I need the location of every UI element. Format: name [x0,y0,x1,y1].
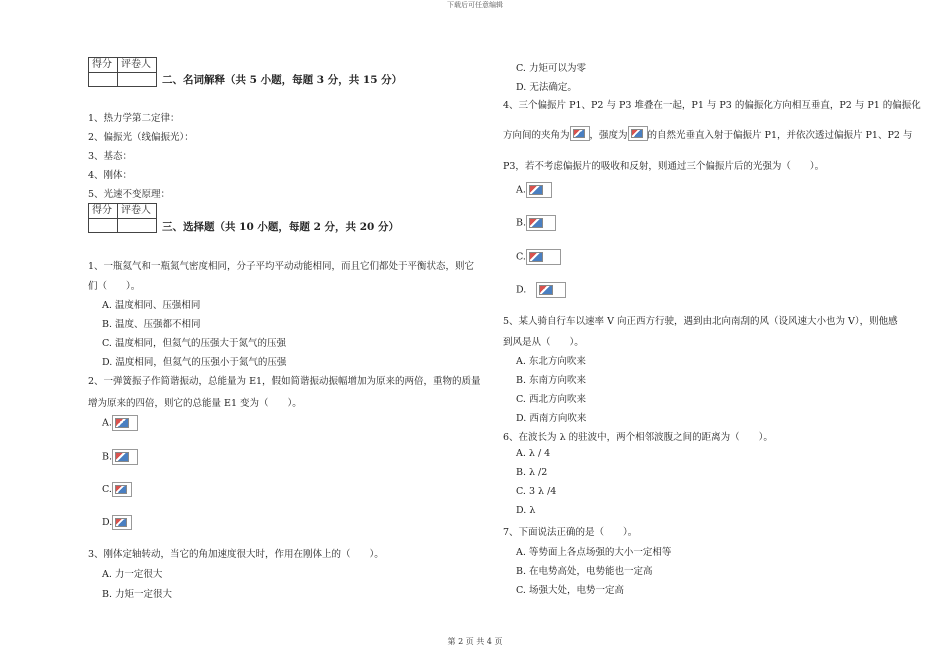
option-a [516,182,552,198]
page-footer: 第 2 页 共 4 页 [447,637,503,646]
question-4-text: P3，若不考虑偏振片的吸收和反射，则通过三个偏振片后的光强为（ ）。 [503,161,825,172]
question-6-text: 6、在波长为 λ 的驻波中，两个相邻波腹之间的距离为（ ）。 [503,432,773,443]
grader-label: 评卷人 [121,59,151,70]
q4-text-part: 方向间的夹角为 [503,130,570,141]
option-b: B. 在电势高处，电势能也一定高 [516,566,653,577]
definition-item: 3、基态： [88,151,133,162]
option-c [102,482,132,497]
option-d [516,282,566,298]
definition-item: 5、光速不变原理： [88,189,171,200]
score-box [88,57,157,73]
question-7-text: 7、下面说法正确的是（ ）。 [503,527,638,538]
question-2-text: 2、一弹簧振子作简谐振动，总能量为 E1，假如简谐振动振幅增加为原来的两倍，重物的质量 [88,376,481,387]
option-c: C. 温度相同，但氦气的压强大于氮气的压强 [102,338,286,349]
option-label: B. [516,217,527,229]
score-box-blank-row [88,218,157,233]
definition-item: 1、热力学第二定律： [88,113,180,124]
broken-image-icon [526,182,552,198]
option-label: A. [102,417,112,429]
question-1-text: 1、一瓶氦气和一瓶氮气密度相同，分子平均平动动能相同，而且它们都处于平衡状态，则它 [88,261,475,272]
score-label: 得分 [89,58,118,72]
option-c: C. 力矩可以为零 [516,63,586,74]
definition-item: 4、刚体： [88,170,133,181]
option-a: A. 力一定很大 [102,569,163,580]
option-a [102,415,138,431]
broken-image-icon [112,415,138,431]
score-label: 得分 [89,204,118,218]
option-d [102,515,132,530]
question-5-text: 5、某人骑自行车以速率 V 向正西方行驶，遇到由北向南刮的风（设风速大小也为 V），则他感 [503,316,898,327]
option-a: A. 温度相同、压强相同 [102,300,201,311]
q4-text-part: 的自然光垂直入射于偏振片 P1，并依次透过偏振片 P1、P2 与 [647,130,913,141]
option-c: C. 西北方向吹来 [516,394,586,405]
option-c [516,249,561,265]
broken-image-icon [628,126,648,141]
question-2-text: 增为原来的四倍，则它的总能量 E1 变为（ ）。 [88,398,302,409]
option-d: D. λ [516,505,536,516]
option-c: C. 3 λ /4 [516,486,557,497]
broken-image-icon [112,515,132,530]
section-title-definitions: 二、名词解释（共 5 小题，每题 3 分，共 15 分） [162,74,403,86]
question-5-text: 到风是从（ ）。 [503,337,584,348]
section-title-choice: 三、选择题（共 10 小题，每题 2 分，共 20 分） [162,221,399,233]
option-d: D. 温度相同，但氦气的压强小于氮气的压强 [102,357,287,368]
option-a: A. 等势面上各点场强的大小一定相等 [516,547,672,558]
option-b [516,215,556,231]
option-b: B. 东南方向吹来 [516,375,587,386]
definition-item: 2、偏振光（线偏振光）： [88,132,194,143]
question-4-text: 4、三个偏振片 P1、P2 与 P3 堆叠在一起，P1 与 P3 的偏振化方向相互垂直，P2 与 P1 的偏振化 [503,100,921,111]
question-3-text: 3、刚体定轴转动，当它的角加速度很大时，作用在刚体上的（ ）。 [88,549,384,560]
option-d: D. 无法确定。 [516,82,577,93]
option-a: A. λ / 4 [516,448,551,459]
page-header: 下载后可任意编辑 [447,1,503,9]
broken-image-icon [112,449,138,465]
broken-image-icon [570,126,590,141]
option-d: D. 西南方向吹来 [516,413,587,424]
option-b: B. 温度、压强都不相同 [102,319,201,330]
option-label: B. [102,451,113,463]
option-label: C. [516,251,526,263]
option-b [102,449,138,465]
question-1-text: 们（ ）。 [88,281,141,292]
broken-image-icon [536,282,566,298]
option-label: A. [516,184,526,196]
broken-image-icon [526,215,556,231]
option-label: D. [102,517,113,528]
broken-image-icon [112,482,132,497]
score-box [88,203,157,219]
option-b: B. λ /2 [516,467,548,478]
option-b: B. 力矩一定很大 [102,589,173,600]
option-label: C. [102,484,112,495]
question-4-text [503,126,912,141]
grader-label: 评卷人 [121,205,151,216]
q4-text-part: ，强度为 [589,130,628,141]
option-label: D. [516,284,527,296]
score-box-blank-row [88,72,157,87]
option-a: A. 东北方向吹来 [516,356,586,367]
broken-image-icon [526,249,561,265]
option-c: C. 场强大处，电势一定高 [516,585,624,596]
